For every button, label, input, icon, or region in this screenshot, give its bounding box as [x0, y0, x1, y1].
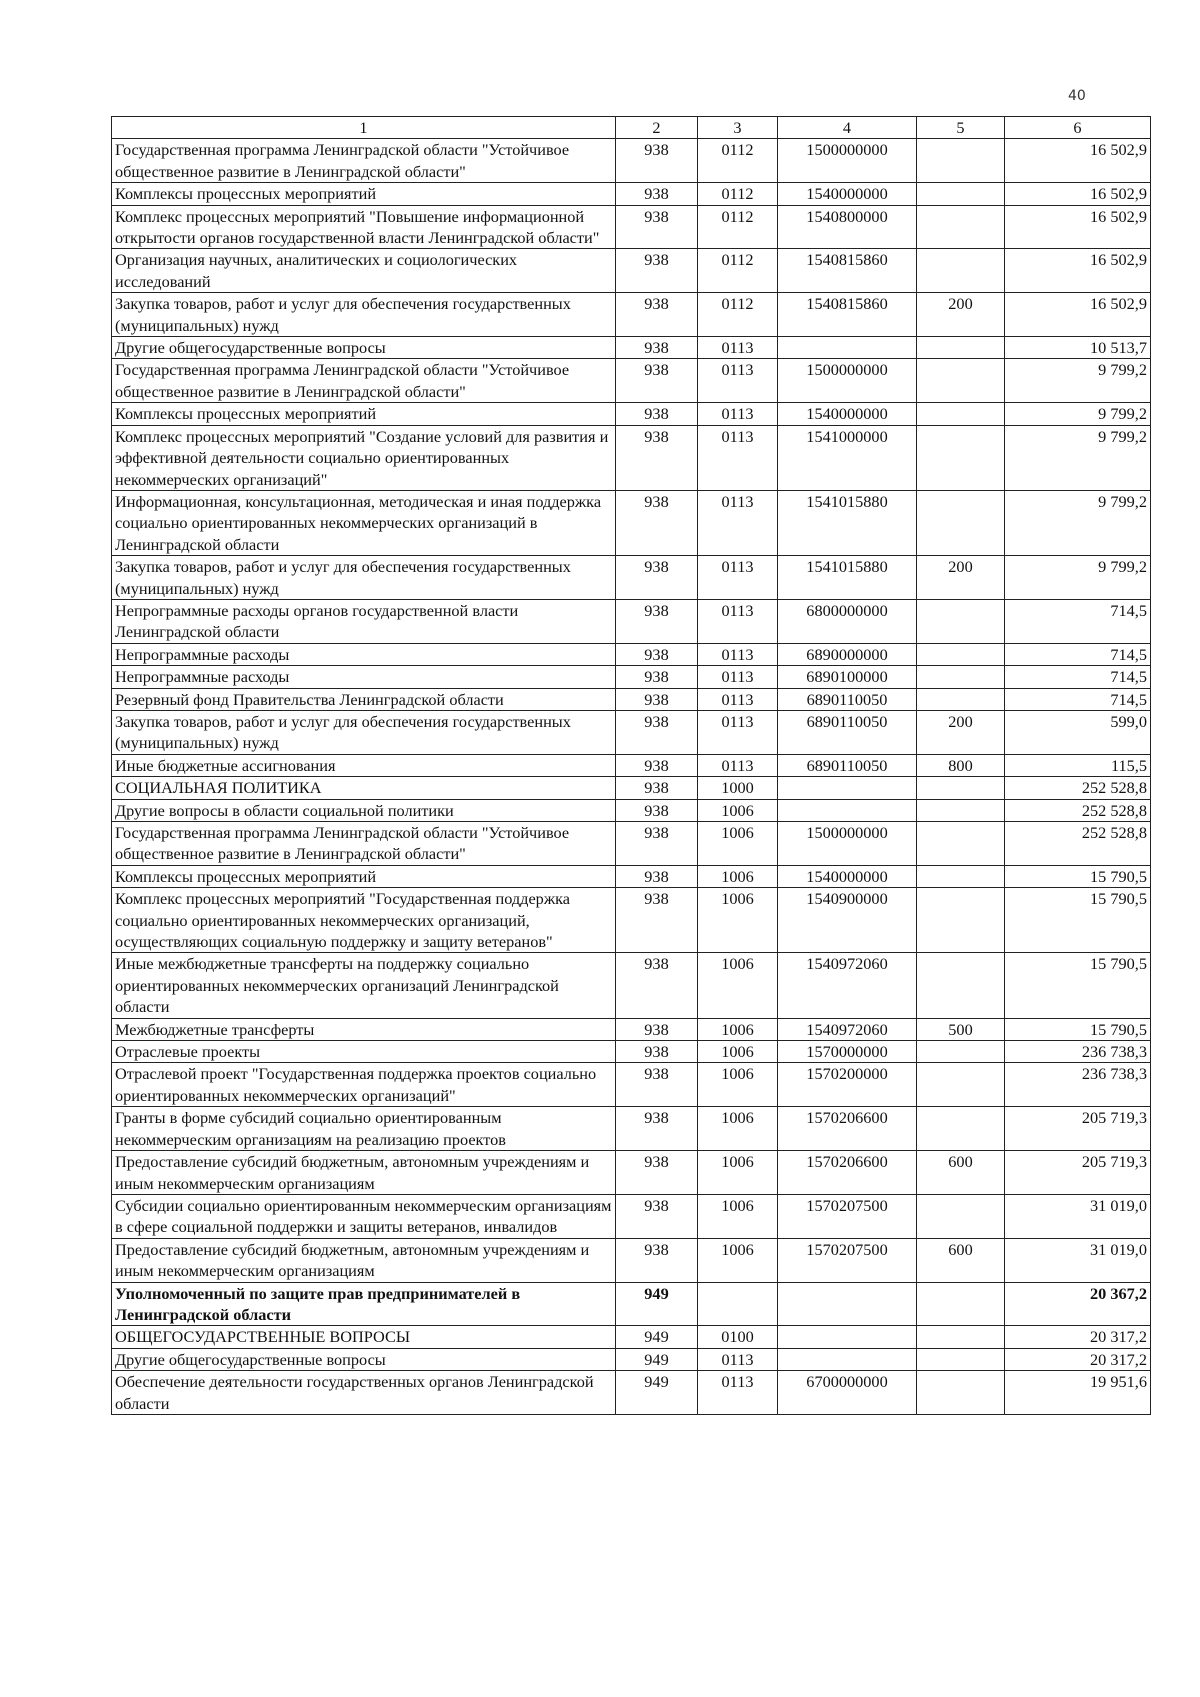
row-section-cell: 0113 — [698, 599, 778, 643]
row-name-cell: Комплекс процессных мероприятий "Создание условий для развития и эффективной деятельности социально ориентированных некоммерческих организаций" — [112, 425, 616, 490]
row-amount-cell: 16 502,9 — [1005, 205, 1151, 249]
row-name-cell: Непрограммные расходы — [112, 643, 616, 665]
row-target-article-cell: 1541015880 — [778, 556, 917, 600]
table-row — [112, 1238, 1151, 1282]
column-header: 3 — [698, 117, 778, 139]
table-row — [112, 865, 1151, 887]
row-section-cell: 0113 — [698, 1348, 778, 1370]
row-name-cell: Закупка товаров, работ и услуг для обеспечения государственных (муниципальных) нужд — [112, 556, 616, 600]
table-row — [112, 1041, 1151, 1063]
row-expense-type-cell — [917, 822, 1005, 866]
table-row — [112, 183, 1151, 205]
row-target-article-cell: 1570207500 — [778, 1238, 917, 1282]
row-name-cell: СОЦИАЛЬНАЯ ПОЛИТИКА — [112, 777, 616, 799]
row-section-cell: 0112 — [698, 183, 778, 205]
row-target-article-cell: 1540972060 — [778, 953, 917, 1018]
row-target-article-cell: 6700000000 — [778, 1371, 917, 1415]
row-target-article-cell: 1540000000 — [778, 183, 917, 205]
row-target-article-cell — [778, 799, 917, 821]
row-section-cell: 0112 — [698, 139, 778, 183]
row-expense-type-cell — [917, 337, 1005, 359]
row-grbs-cell: 938 — [616, 139, 698, 183]
table-row — [112, 1107, 1151, 1151]
row-amount-cell: 714,5 — [1005, 688, 1151, 710]
row-name-cell: Другие общегосударственные вопросы — [112, 337, 616, 359]
row-amount-cell: 252 528,8 — [1005, 822, 1151, 866]
row-amount-cell: 236 738,3 — [1005, 1041, 1151, 1063]
row-amount-cell: 15 790,5 — [1005, 953, 1151, 1018]
row-grbs-cell: 938 — [616, 1194, 698, 1238]
row-grbs-cell: 938 — [616, 205, 698, 249]
row-target-article-cell: 1540000000 — [778, 865, 917, 887]
row-section-cell: 1006 — [698, 799, 778, 821]
row-amount-cell: 205 719,3 — [1005, 1107, 1151, 1151]
row-expense-type-cell: 500 — [917, 1018, 1005, 1040]
row-grbs-cell: 938 — [616, 359, 698, 403]
row-section-cell: 0112 — [698, 293, 778, 337]
row-target-article-cell: 1500000000 — [778, 139, 917, 183]
row-grbs-cell: 949 — [616, 1282, 698, 1326]
row-section-cell: 1000 — [698, 777, 778, 799]
row-amount-cell: 236 738,3 — [1005, 1063, 1151, 1107]
row-section-cell: 1006 — [698, 1063, 778, 1107]
row-target-article-cell: 1540900000 — [778, 888, 917, 953]
row-target-article-cell: 6890110050 — [778, 754, 917, 776]
row-target-article-cell: 1570207500 — [778, 1194, 917, 1238]
row-target-article-cell — [778, 1348, 917, 1370]
row-name-cell: Комплексы процессных мероприятий — [112, 403, 616, 425]
row-expense-type-cell — [917, 688, 1005, 710]
table-row — [112, 643, 1151, 665]
row-expense-type-cell — [917, 1282, 1005, 1326]
row-name-cell: Уполномоченный по защите прав предпринимателей в Ленинградской области — [112, 1282, 616, 1326]
row-name-cell: Закупка товаров, работ и услуг для обеспечения государственных (муниципальных) нужд — [112, 293, 616, 337]
row-section-cell: 0113 — [698, 425, 778, 490]
row-target-article-cell: 1540800000 — [778, 205, 917, 249]
row-expense-type-cell — [917, 403, 1005, 425]
row-section-cell: 1006 — [698, 1041, 778, 1063]
row-amount-cell: 16 502,9 — [1005, 249, 1151, 293]
row-name-cell: Предоставление субсидий бюджетным, автономным учреждениям и иным некоммерческим организациям — [112, 1151, 616, 1195]
table-row — [112, 1348, 1151, 1370]
row-name-cell: Организация научных, аналитических и социологических исследований — [112, 249, 616, 293]
row-amount-cell: 19 951,6 — [1005, 1371, 1151, 1415]
row-section-cell: 0113 — [698, 754, 778, 776]
row-name-cell: Информационная, консультационная, методическая и иная поддержка социально ориентированных некоммерческих организаций в Ленинградской области — [112, 490, 616, 555]
row-amount-cell: 115,5 — [1005, 754, 1151, 776]
row-grbs-cell: 938 — [616, 403, 698, 425]
table-row — [112, 710, 1151, 754]
row-grbs-cell: 938 — [616, 865, 698, 887]
row-expense-type-cell: 200 — [917, 556, 1005, 600]
row-grbs-cell: 949 — [616, 1371, 698, 1415]
row-section-cell: 1006 — [698, 953, 778, 1018]
row-section-cell: 1006 — [698, 1194, 778, 1238]
row-amount-cell: 714,5 — [1005, 643, 1151, 665]
row-section-cell: 0113 — [698, 337, 778, 359]
row-section-cell: 0113 — [698, 710, 778, 754]
row-name-cell: Резервный фонд Правительства Ленинградской области — [112, 688, 616, 710]
row-grbs-cell: 938 — [616, 293, 698, 337]
row-section-cell: 1006 — [698, 1238, 778, 1282]
row-grbs-cell: 938 — [616, 888, 698, 953]
row-name-cell: ОБЩЕГОСУДАРСТВЕННЫЕ ВОПРОСЫ — [112, 1326, 616, 1348]
table-row — [112, 599, 1151, 643]
table-row — [112, 777, 1151, 799]
table-row — [112, 293, 1151, 337]
row-amount-cell: 20 317,2 — [1005, 1348, 1151, 1370]
column-header: 2 — [616, 117, 698, 139]
row-grbs-cell: 938 — [616, 1041, 698, 1063]
row-target-article-cell — [778, 1282, 917, 1326]
row-amount-cell: 9 799,2 — [1005, 425, 1151, 490]
table-row — [112, 666, 1151, 688]
row-name-cell: Иные бюджетные ассигнования — [112, 754, 616, 776]
row-expense-type-cell — [917, 666, 1005, 688]
row-grbs-cell: 938 — [616, 822, 698, 866]
row-expense-type-cell: 600 — [917, 1151, 1005, 1195]
row-target-article-cell: 1570206600 — [778, 1107, 917, 1151]
row-section-cell: 0113 — [698, 643, 778, 665]
row-target-article-cell: 1500000000 — [778, 822, 917, 866]
row-expense-type-cell — [917, 249, 1005, 293]
table-row — [112, 1018, 1151, 1040]
row-target-article-cell: 6800000000 — [778, 599, 917, 643]
row-name-cell: Иные межбюджетные трансферты на поддержку социально ориентированных некоммерческих организаций Ленинградской области — [112, 953, 616, 1018]
row-name-cell: Государственная программа Ленинградской области "Устойчивое общественное развитие в Ленинградской области" — [112, 139, 616, 183]
row-section-cell: 1006 — [698, 822, 778, 866]
row-grbs-cell: 938 — [616, 1063, 698, 1107]
row-section-cell: 0113 — [698, 403, 778, 425]
table-row — [112, 799, 1151, 821]
table-row — [112, 688, 1151, 710]
row-name-cell: Другие вопросы в области социальной политики — [112, 799, 616, 821]
row-name-cell: Комплекс процессных мероприятий "Государственная поддержка социально ориентированных некоммерческих организаций, осуществляющих социальную поддержку и защиту ветеранов" — [112, 888, 616, 953]
row-grbs-cell: 938 — [616, 1018, 698, 1040]
row-amount-cell: 31 019,0 — [1005, 1194, 1151, 1238]
row-amount-cell: 31 019,0 — [1005, 1238, 1151, 1282]
row-section-cell: 1006 — [698, 1151, 778, 1195]
row-name-cell: Обеспечение деятельности государственных органов Ленинградской области — [112, 1371, 616, 1415]
row-amount-cell: 9 799,2 — [1005, 359, 1151, 403]
row-expense-type-cell: 600 — [917, 1238, 1005, 1282]
row-expense-type-cell: 200 — [917, 293, 1005, 337]
table-row — [112, 337, 1151, 359]
row-amount-cell: 15 790,5 — [1005, 865, 1151, 887]
row-amount-cell: 16 502,9 — [1005, 293, 1151, 337]
row-section-cell: 1006 — [698, 865, 778, 887]
table-row — [112, 1063, 1151, 1107]
row-target-article-cell: 6890110050 — [778, 710, 917, 754]
row-expense-type-cell — [917, 359, 1005, 403]
row-section-cell: 1006 — [698, 1107, 778, 1151]
row-grbs-cell: 938 — [616, 490, 698, 555]
table-row — [112, 490, 1151, 555]
row-section-cell: 1006 — [698, 1018, 778, 1040]
row-name-cell: Государственная программа Ленинградской области "Устойчивое общественное развитие в Ленинградской области" — [112, 359, 616, 403]
budget-table — [111, 116, 1151, 1415]
row-expense-type-cell — [917, 1107, 1005, 1151]
row-expense-type-cell — [917, 888, 1005, 953]
row-expense-type-cell — [917, 953, 1005, 1018]
row-expense-type-cell — [917, 1348, 1005, 1370]
row-grbs-cell: 938 — [616, 556, 698, 600]
row-expense-type-cell — [917, 490, 1005, 555]
row-expense-type-cell: 200 — [917, 710, 1005, 754]
row-section-cell: 0100 — [698, 1326, 778, 1348]
row-amount-cell: 15 790,5 — [1005, 888, 1151, 953]
row-target-article-cell — [778, 337, 917, 359]
row-section-cell: 0113 — [698, 556, 778, 600]
row-name-cell: Комплексы процессных мероприятий — [112, 183, 616, 205]
page-number: 40 — [1068, 88, 1086, 104]
row-target-article-cell — [778, 1326, 917, 1348]
row-expense-type-cell — [917, 1063, 1005, 1107]
table-row — [112, 425, 1151, 490]
row-target-article-cell — [778, 777, 917, 799]
row-expense-type-cell: 800 — [917, 754, 1005, 776]
row-target-article-cell: 6890100000 — [778, 666, 917, 688]
row-grbs-cell: 938 — [616, 777, 698, 799]
row-name-cell: Закупка товаров, работ и услуг для обеспечения государственных (муниципальных) нужд — [112, 710, 616, 754]
row-grbs-cell: 938 — [616, 599, 698, 643]
table-row — [112, 249, 1151, 293]
row-expense-type-cell — [917, 1194, 1005, 1238]
row-grbs-cell: 938 — [616, 688, 698, 710]
table-row — [112, 139, 1151, 183]
row-grbs-cell: 949 — [616, 1348, 698, 1370]
row-section-cell: 0112 — [698, 205, 778, 249]
row-section-cell: 0113 — [698, 688, 778, 710]
row-section-cell: 0113 — [698, 359, 778, 403]
row-expense-type-cell — [917, 1371, 1005, 1415]
row-target-article-cell: 1540972060 — [778, 1018, 917, 1040]
row-name-cell: Субсидии социально ориентированным некоммерческим организациям в сфере социальной поддержки и защиты ветеранов, инвалидов — [112, 1194, 616, 1238]
row-amount-cell: 16 502,9 — [1005, 139, 1151, 183]
row-expense-type-cell — [917, 865, 1005, 887]
row-target-article-cell: 6890000000 — [778, 643, 917, 665]
row-name-cell: Комплексы процессных мероприятий — [112, 865, 616, 887]
row-expense-type-cell — [917, 425, 1005, 490]
row-target-article-cell: 1570206600 — [778, 1151, 917, 1195]
row-expense-type-cell — [917, 599, 1005, 643]
row-grbs-cell: 938 — [616, 953, 698, 1018]
row-target-article-cell: 1540815860 — [778, 249, 917, 293]
row-amount-cell: 252 528,8 — [1005, 777, 1151, 799]
table-row — [112, 1194, 1151, 1238]
row-grbs-cell: 949 — [616, 1326, 698, 1348]
row-section-cell: 0113 — [698, 666, 778, 688]
row-name-cell: Гранты в форме субсидий социально ориентированным некоммерческим организациям на реализацию проектов — [112, 1107, 616, 1151]
row-amount-cell: 205 719,3 — [1005, 1151, 1151, 1195]
row-expense-type-cell — [917, 799, 1005, 821]
row-target-article-cell: 1541015880 — [778, 490, 917, 555]
row-expense-type-cell — [917, 205, 1005, 249]
table-row — [112, 403, 1151, 425]
table-row — [112, 754, 1151, 776]
row-grbs-cell: 938 — [616, 183, 698, 205]
row-expense-type-cell — [917, 643, 1005, 665]
row-grbs-cell: 938 — [616, 666, 698, 688]
table-row — [112, 953, 1151, 1018]
row-grbs-cell: 938 — [616, 643, 698, 665]
row-target-article-cell: 6890110050 — [778, 688, 917, 710]
row-expense-type-cell — [917, 777, 1005, 799]
row-amount-cell: 599,0 — [1005, 710, 1151, 754]
row-grbs-cell: 938 — [616, 710, 698, 754]
column-header: 6 — [1005, 117, 1151, 139]
row-grbs-cell: 938 — [616, 799, 698, 821]
row-grbs-cell: 938 — [616, 425, 698, 490]
row-amount-cell: 9 799,2 — [1005, 556, 1151, 600]
row-name-cell: Непрограммные расходы — [112, 666, 616, 688]
row-expense-type-cell — [917, 139, 1005, 183]
row-name-cell: Другие общегосударственные вопросы — [112, 1348, 616, 1370]
row-name-cell: Отраслевые проекты — [112, 1041, 616, 1063]
row-amount-cell: 252 528,8 — [1005, 799, 1151, 821]
row-name-cell: Комплекс процессных мероприятий "Повышение информационной открытости органов государственной власти Ленинградской области" — [112, 205, 616, 249]
row-target-article-cell: 1540815860 — [778, 293, 917, 337]
row-target-article-cell: 1540000000 — [778, 403, 917, 425]
row-expense-type-cell — [917, 1041, 1005, 1063]
row-amount-cell: 10 513,7 — [1005, 337, 1151, 359]
row-expense-type-cell — [917, 1326, 1005, 1348]
row-target-article-cell: 1570200000 — [778, 1063, 917, 1107]
table-row — [112, 556, 1151, 600]
row-name-cell: Отраслевой проект "Государственная поддержка проектов социально ориентированных некоммерческих организаций" — [112, 1063, 616, 1107]
table-row — [112, 1371, 1151, 1415]
row-section-cell — [698, 1282, 778, 1326]
row-section-cell: 0113 — [698, 1371, 778, 1415]
row-amount-cell: 20 317,2 — [1005, 1326, 1151, 1348]
row-amount-cell: 9 799,2 — [1005, 490, 1151, 555]
row-grbs-cell: 938 — [616, 1238, 698, 1282]
row-name-cell: Государственная программа Ленинградской области "Устойчивое общественное развитие в Ленинградской области" — [112, 822, 616, 866]
table-header-row — [112, 117, 1151, 139]
table-row — [112, 359, 1151, 403]
table-row — [112, 1282, 1151, 1326]
row-amount-cell: 16 502,9 — [1005, 183, 1151, 205]
row-target-article-cell: 1500000000 — [778, 359, 917, 403]
row-grbs-cell: 938 — [616, 249, 698, 293]
column-header: 1 — [112, 117, 616, 139]
row-section-cell: 0112 — [698, 249, 778, 293]
column-header: 5 — [917, 117, 1005, 139]
row-name-cell: Межбюджетные трансферты — [112, 1018, 616, 1040]
row-amount-cell: 714,5 — [1005, 599, 1151, 643]
row-name-cell: Непрограммные расходы органов государственной власти Ленинградской области — [112, 599, 616, 643]
table-row — [112, 822, 1151, 866]
row-target-article-cell: 1541000000 — [778, 425, 917, 490]
row-section-cell: 1006 — [698, 888, 778, 953]
row-grbs-cell: 938 — [616, 337, 698, 359]
row-amount-cell: 9 799,2 — [1005, 403, 1151, 425]
row-amount-cell: 714,5 — [1005, 666, 1151, 688]
column-header: 4 — [778, 117, 917, 139]
row-expense-type-cell — [917, 183, 1005, 205]
table-row — [112, 888, 1151, 953]
row-name-cell: Предоставление субсидий бюджетным, автономным учреждениям и иным некоммерческим организациям — [112, 1238, 616, 1282]
table-row — [112, 1326, 1151, 1348]
row-section-cell: 0113 — [698, 490, 778, 555]
row-amount-cell: 15 790,5 — [1005, 1018, 1151, 1040]
row-grbs-cell: 938 — [616, 1151, 698, 1195]
row-grbs-cell: 938 — [616, 1107, 698, 1151]
row-amount-cell: 20 367,2 — [1005, 1282, 1151, 1326]
row-grbs-cell: 938 — [616, 754, 698, 776]
table-row — [112, 205, 1151, 249]
row-target-article-cell: 1570000000 — [778, 1041, 917, 1063]
table-row — [112, 1151, 1151, 1195]
